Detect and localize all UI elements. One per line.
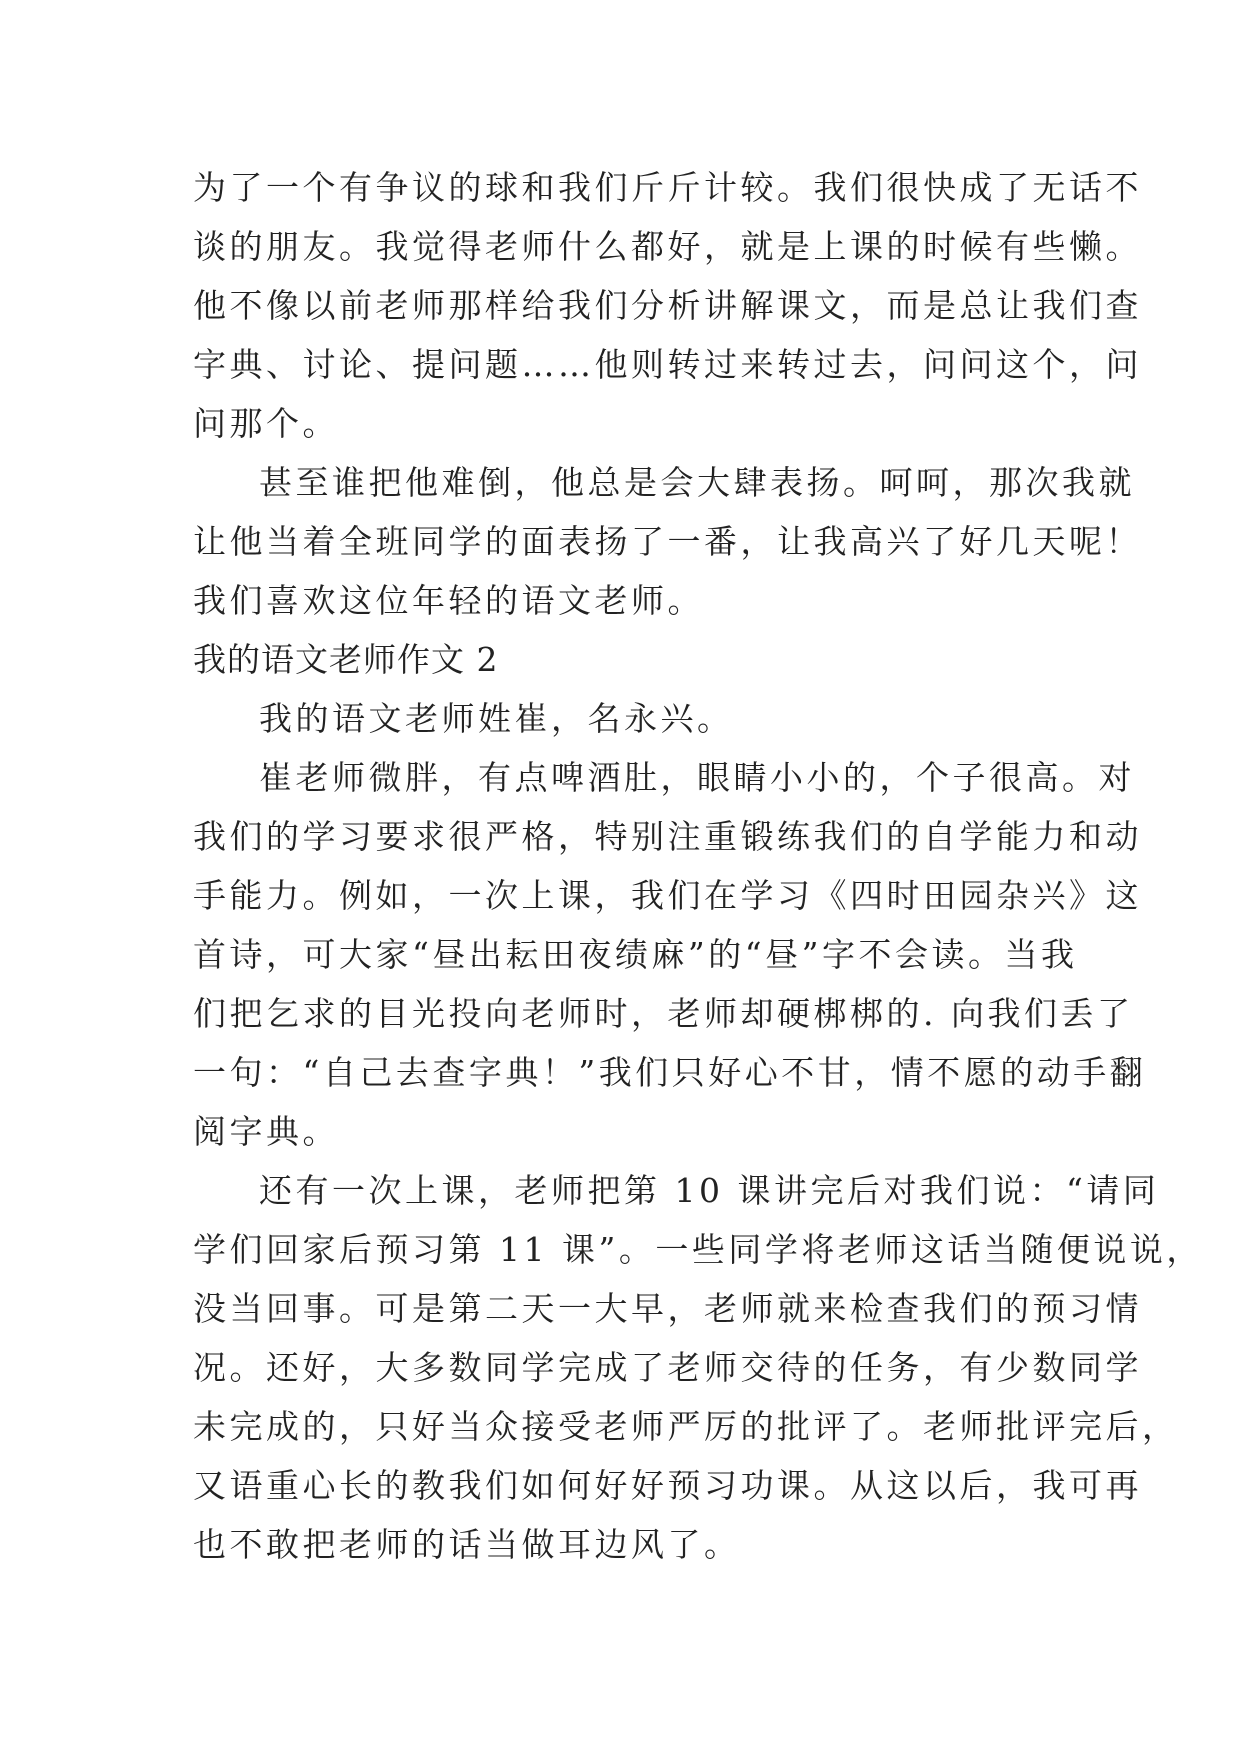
text-line: 也不敢把老师的话当做耳边风了。	[193, 1525, 741, 1564]
text-line: 手能力。例如，一次上课，我们在学习《四时田园杂兴》这	[193, 876, 1142, 915]
text-line: 首诗，可大家“昼出耘田夜绩麻”的“昼”字不会读。当我	[193, 935, 1078, 974]
paragraph-4	[193, 748, 1147, 1161]
text-line: 甚至谁把他难倒，他总是会大肆表扬。呵呵，那次我就	[259, 463, 1135, 502]
text-line: 没当回事。可是第二天一大早，老师就来检查我们的预习情	[193, 1289, 1142, 1328]
text-line: 未完成的，只好当众接受老师严厉的批评了。老师批评完后，	[193, 1407, 1179, 1446]
document-body	[193, 158, 1203, 1574]
text-line: 还有一次上课，老师把第 10 课讲完后对我们说：“请同	[259, 1171, 1160, 1210]
text-line: 况。还好，大多数同学完成了老师交待的任务，有少数同学	[193, 1348, 1142, 1387]
text-line: 为了一个有争议的球和我们斤斤计较。我们很快成了无话不	[193, 168, 1142, 207]
text-line: 一句：“自己去查字典！”我们只好心不甘，情不愿的动手翻	[193, 1053, 1147, 1092]
text-line: 让他当着全班同学的面表扬了一番，让我高兴了好几天呢！	[193, 522, 1142, 561]
paragraph-2	[193, 453, 1142, 630]
text-line: 我们的学习要求很严格，特别注重锻练我们的自学能力和动	[193, 817, 1142, 856]
text-line: 字典、讨论、提问题……他则转过来转过去，问问这个，问	[193, 345, 1142, 384]
text-line: 他不像以前老师那样给我们分析讲解课文，而是总让我们查	[193, 286, 1142, 325]
text-line: 们把乞求的目光投向老师时，老师却硬梆梆的. 向我们丢了	[193, 994, 1134, 1033]
text-line: 我们喜欢这位年轻的语文老师。	[193, 581, 704, 620]
paragraph-3	[193, 689, 1073, 748]
text-line: 学们回家后预习第 11 课”。一些同学将老师这话当随便说说，	[193, 1230, 1203, 1269]
heading-text: 我的语文老师作文 2	[193, 640, 499, 679]
paragraph-1	[193, 158, 1142, 453]
text-line: 又语重心长的教我们如何好好预习功课。从这以后，我可再	[193, 1466, 1142, 1505]
text-line: 谈的朋友。我觉得老师什么都好，就是上课的时候有些懒。	[193, 227, 1142, 266]
text-line: 问那个。	[193, 404, 339, 443]
text-line: 崔老师微胖，有点啤酒肚，眼睛小小的，个子很高。对	[259, 758, 1135, 797]
section-heading	[193, 630, 1073, 689]
text-line: 阅字典。	[193, 1112, 339, 1151]
text-line: 我的语文老师姓崔，名永兴。	[259, 699, 734, 738]
paragraph-5	[193, 1161, 1203, 1574]
